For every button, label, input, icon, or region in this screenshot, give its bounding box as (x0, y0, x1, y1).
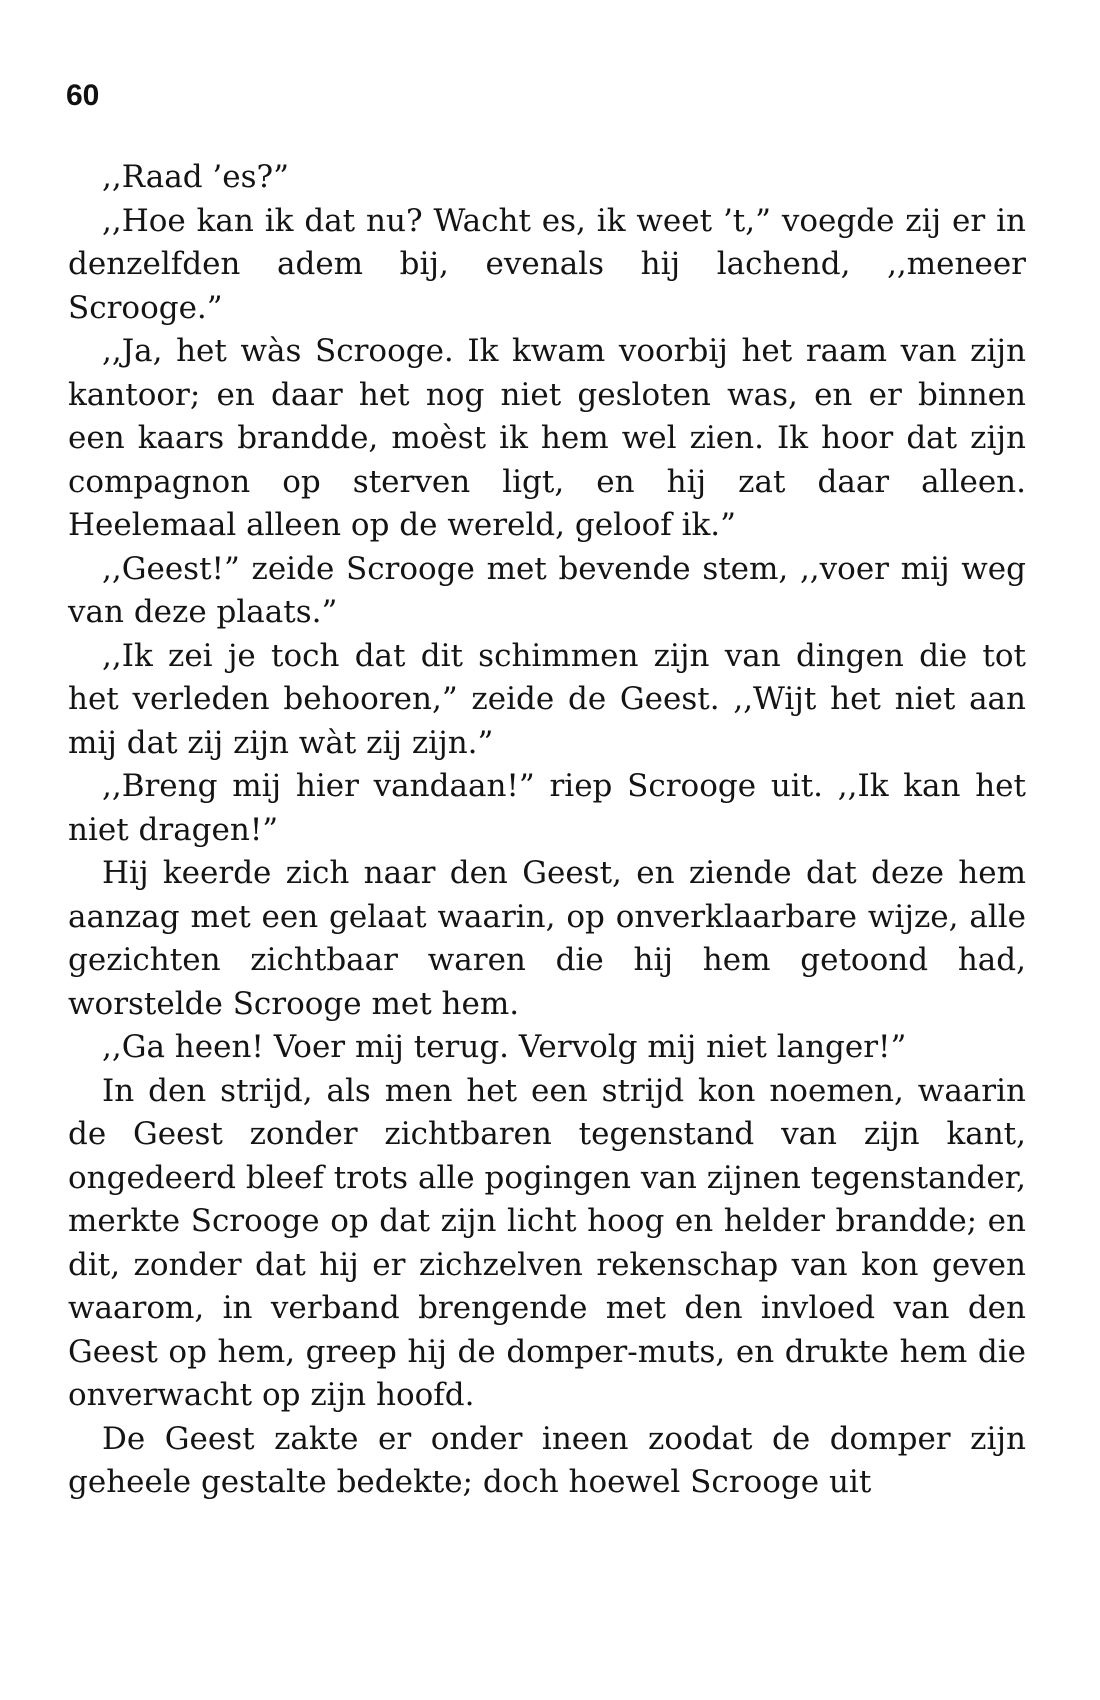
paragraph-1: ,,Raad ’es?” (102, 159, 289, 195)
body-text (68, 156, 1026, 1505)
paragraph-10: De Geest zakte er onder ineen zoodat de domper zijn geheele gestalte bedekte; doch hoewel Scrooge uit (68, 1420, 1026, 1500)
paragraph-4: ,,Geest!” zeide Scrooge met bevende stem, ,,voer mij weg van deze plaats.” (68, 550, 1026, 630)
paragraph-8: ,,Ga heen! Voer mij terug. Vervolg mij niet langer!” (102, 1029, 907, 1065)
paragraph-7: Hij keerde zich naar den Geest, en ziende dat deze hem aanzag met een gelaat waarin, op onverklaarbare wijze, alle gezichten zichtbaar waren die hij hem getoond had, worstelde Scrooge met hem. (68, 855, 1026, 1022)
page-number: 60 (66, 79, 100, 112)
paragraph-3: ,,Ja, het wàs Scrooge. Ik kwam voorbij het raam van zijn kantoor; en daar het nog niet gesloten was, en er binnen een kaars brandde, moèst ik hem wel zien. Ik hoor dat zijn compagnon op sterven ligt, en hij zat daar alleen. Heelemaal alleen op de wereld, geloof ik.” (68, 333, 1026, 543)
paragraph-9: In den strijd, als men het een strijd kon noemen, waarin de Geest zonder zichtbaren tegenstand van zijn kant, ongedeerd bleef trots alle pogingen van zijnen tegenstander, merkte Scrooge op dat zijn licht hoog en helder brandde; en dit, zonder dat hij er zichzelven rekenschap van kon geven waarom, in verband brengende met den invloed van den Geest op hem, greep hij de domper-muts, en drukte hem die onverwacht op zijn hoofd. (68, 1072, 1026, 1413)
paragraph-6: ,,Breng mij hier vandaan!” riep Scrooge uit. ,,Ik kan het niet dragen!” (68, 768, 1026, 848)
paragraph-2: ,,Hoe kan ik dat nu? Wacht es, ik weet ’t,” voegde zij er in denzelfden adem bij, evenals hij lachend, ,,meneer Scrooge.” (68, 202, 1026, 326)
paragraph-5: ,,Ik zei je toch dat dit schimmen zijn van dingen die tot het verleden behooren,” zeide de Geest. ,,Wijt het niet aan mij dat zij zijn wàt zij zijn.” (68, 637, 1026, 761)
